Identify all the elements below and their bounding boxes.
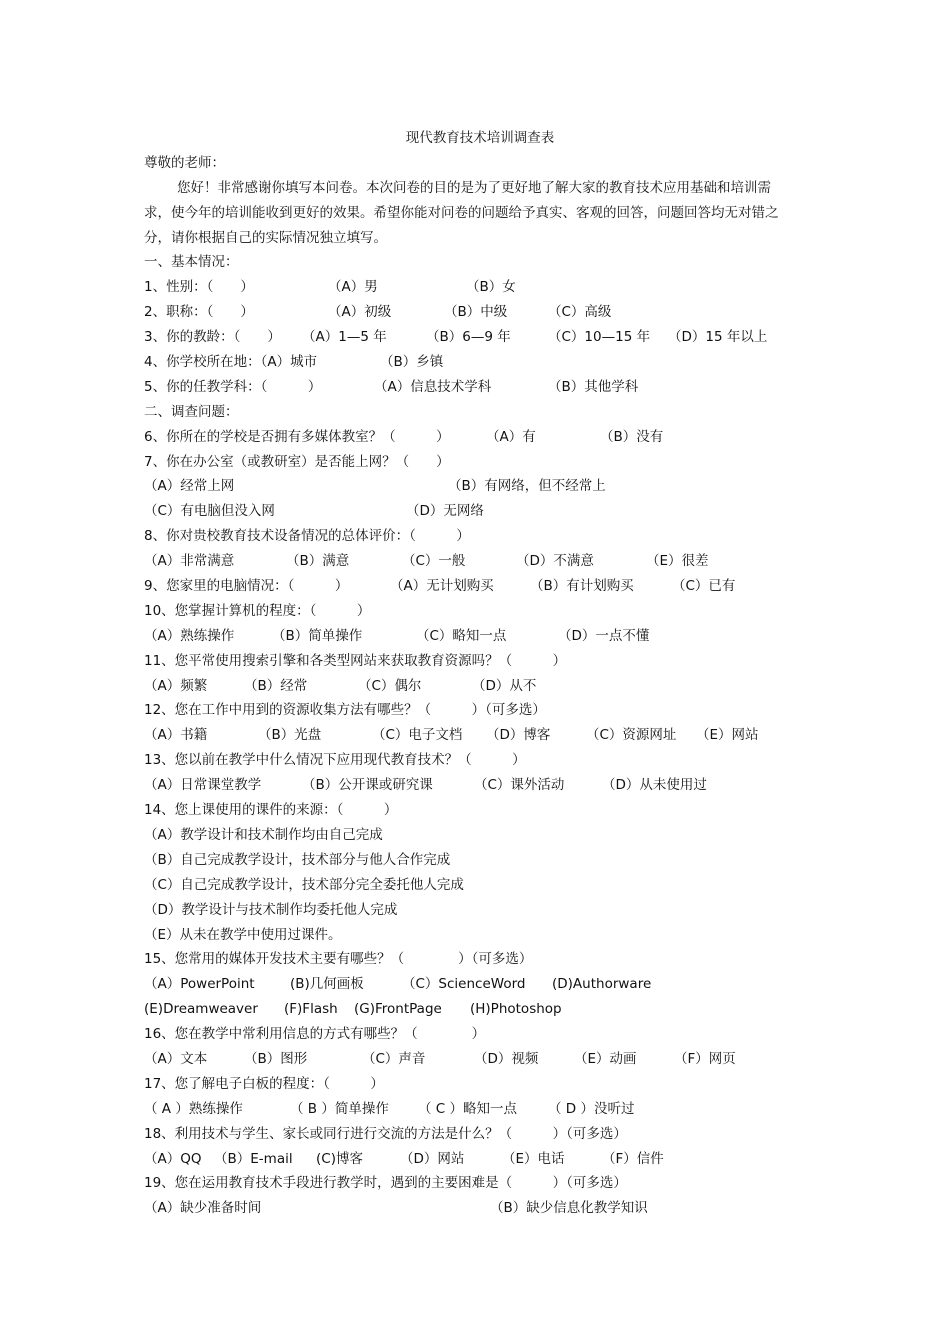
option-b: （B）缺少信息化教学知识 xyxy=(490,1200,648,1217)
option-a: （A）信息技术学科 xyxy=(374,378,492,395)
question-12-options xyxy=(144,723,816,748)
question-18: 18、利用技术与学生、家长或同行进行交流的方法是什么？（ ）（可多选） xyxy=(144,1125,627,1142)
question-4 xyxy=(144,350,816,375)
option-c: （C）略知一点 xyxy=(416,627,507,644)
option-a: （A）有 xyxy=(486,428,536,445)
question-14-option-e: （E）从未在教学中使用过课件。 xyxy=(144,926,342,943)
question-text: 6、你所在的学校是否拥有多媒体教室？（ ） xyxy=(144,428,450,445)
question-15-options-row-2 xyxy=(144,997,816,1022)
option-c: （C）电子文档 xyxy=(372,727,463,744)
option-b: （B）光盘 xyxy=(258,727,322,744)
question-text: 2、职称：（ ） xyxy=(144,304,254,321)
greeting: 尊敬的老师： xyxy=(144,154,225,171)
question-18-options xyxy=(144,1147,816,1172)
option-c: （C）高级 xyxy=(548,304,612,321)
option-d: （D）网站 xyxy=(400,1150,465,1167)
option-e: （C）资源网址 xyxy=(586,727,677,744)
option-c: （ C ）略知一点 xyxy=(418,1100,518,1117)
option-b: （B）公开课或研究课 xyxy=(302,777,433,794)
intro-line-3: 分，请你根据自己的实际情况独立填写。 xyxy=(144,229,387,246)
question-15: 15、您常用的媒体开发技术主要有哪些？（ ）（可多选） xyxy=(144,951,533,968)
option-a: （A）QQ xyxy=(144,1150,202,1167)
question-16: 16、您在教学中常利用信息的方式有哪些？（ ） xyxy=(144,1026,486,1043)
option-c: (C)博客 xyxy=(316,1150,363,1167)
option-a: （A）PowerPoint xyxy=(144,976,255,993)
section-heading-survey: 二、调查问题： xyxy=(144,403,239,420)
option-f: （F）信件 xyxy=(602,1150,664,1167)
question-19-options xyxy=(144,1196,816,1221)
question-12: 12、您在工作中用到的资源收集方法有哪些？（ ）（可多选） xyxy=(144,702,546,719)
question-16-options xyxy=(144,1047,816,1072)
option-c: （C）声音 xyxy=(362,1050,426,1067)
question-11: 11、您平常使用搜索引擎和各类型网站来获取教育资源吗？（ ） xyxy=(144,652,567,669)
option-b: （B）满意 xyxy=(286,553,350,570)
option-d: （D）15 年以上 xyxy=(668,329,768,346)
option-b: (B)几何画板 xyxy=(290,976,364,993)
question-14-option-b: （B）自己完成教学设计，技术部分与他人合作完成 xyxy=(144,851,451,868)
question-text: 9、您家里的电脑情况：（ ） xyxy=(144,578,349,595)
option-c: （C）已有 xyxy=(672,578,736,595)
option-f: （E）网站 xyxy=(696,727,759,744)
option-a: （A）非常满意 xyxy=(144,553,235,570)
option-b: （B）有网络，但不经常上 xyxy=(448,478,606,495)
question-7-options-row-1 xyxy=(144,474,816,499)
option-f: （F）网页 xyxy=(674,1050,736,1067)
question-13-options xyxy=(144,773,816,798)
option-a: （A）初级 xyxy=(328,304,392,321)
question-14-option-c: （C）自己完成教学设计，技术部分完全委托他人完成 xyxy=(144,876,464,893)
option-b: （B）6—9 年 xyxy=(426,329,511,346)
question-14-option-a: （A）教学设计和技术制作均由自己完成 xyxy=(144,826,383,843)
question-3 xyxy=(144,325,816,350)
option-d: （D）不满意 xyxy=(516,553,594,570)
option-e: （E）动画 xyxy=(574,1050,637,1067)
option-d: （ D ）没听过 xyxy=(548,1100,635,1117)
option-b: （ B ）简单操作 xyxy=(290,1100,389,1117)
option-d: (D)Authorware xyxy=(552,976,652,993)
option-d: （D）从未使用过 xyxy=(602,777,707,794)
option-e: （E）很差 xyxy=(646,553,709,570)
question-14: 14、您上课使用的课件的来源：（ ） xyxy=(144,802,398,819)
question-2 xyxy=(144,300,816,325)
option-c: （C）偶尔 xyxy=(358,677,422,694)
option-a: （A）经常上网 xyxy=(144,478,235,495)
option-c: （C）有电脑但没入网 xyxy=(144,503,275,520)
question-5 xyxy=(144,375,816,400)
option-b: （B）经常 xyxy=(244,677,308,694)
option-d: （D）一点不懂 xyxy=(558,627,650,644)
option-b: （B）有计划购买 xyxy=(530,578,634,595)
option-b: （B）其他学科 xyxy=(548,378,639,395)
option-c: （C）ScienceWord xyxy=(402,976,526,993)
intro-line-2: 求，使今年的培训能收到更好的效果。希望你能对问卷的问题给予真实、客观的回答，问题回答均无对错之 xyxy=(144,204,779,221)
option-d: （D）无网络 xyxy=(406,503,484,520)
option-c: （C）一般 xyxy=(402,553,466,570)
question-8-options xyxy=(144,549,816,574)
question-1 xyxy=(144,275,816,300)
option-f: (F)Flash xyxy=(284,1001,338,1018)
question-text: 4、你学校所在地：（A）城市 xyxy=(144,354,318,371)
option-a: （A）日常课堂教学 xyxy=(144,777,262,794)
question-17: 17、您了解电子白板的程度：（ ） xyxy=(144,1075,384,1092)
question-text: 3、你的教龄：（ ） xyxy=(144,329,281,346)
question-7: 7、你在办公室（或教研室）是否能上网？（ ） xyxy=(144,453,450,470)
option-a: （A）1—5 年 xyxy=(302,329,387,346)
question-text: 1、性别：（ ） xyxy=(144,279,254,296)
question-9 xyxy=(144,574,816,599)
option-a: （A）男 xyxy=(328,279,378,296)
question-19: 19、您在运用教育技术手段进行教学时，遇到的主要困难是（ ）（可多选） xyxy=(144,1175,627,1192)
option-a: （A）文本 xyxy=(144,1050,208,1067)
option-c: （C）课外活动 xyxy=(474,777,565,794)
question-17-options xyxy=(144,1097,816,1122)
document-title: 现代教育技术培训调查表 xyxy=(405,130,555,146)
option-d: （D）博客 xyxy=(486,727,551,744)
option-a: （A）熟练操作 xyxy=(144,627,235,644)
option-e: (E)Dreamweaver xyxy=(144,1001,258,1018)
option-b: （B）E-mail xyxy=(214,1150,293,1167)
question-10-options xyxy=(144,624,816,649)
intro-line-1: 您好！非常感谢你填写本问卷。本次问卷的目的是为了更好地了解大家的教育技术应用基础和培训需 xyxy=(177,179,771,196)
question-13: 13、您以前在教学中什么情况下应用现代教育技术？（ ） xyxy=(144,752,526,769)
option-d: （D）视频 xyxy=(474,1050,539,1067)
question-11-options xyxy=(144,674,816,699)
option-b: （B）乡镇 xyxy=(380,354,444,371)
option-b: （B）简单操作 xyxy=(272,627,363,644)
option-b: （B）图形 xyxy=(244,1050,308,1067)
survey-document xyxy=(144,126,816,1221)
option-b: （B）没有 xyxy=(600,428,664,445)
option-b: （B）女 xyxy=(466,279,516,296)
question-14-option-d: （D）教学设计与技术制作均委托他人完成 xyxy=(144,901,398,918)
option-d: （D）从不 xyxy=(472,677,537,694)
question-15-options-row-1 xyxy=(144,972,816,997)
question-text: 5、你的任教学科：（ ） xyxy=(144,378,322,395)
option-b: （B）中级 xyxy=(444,304,508,321)
section-heading-basic: 一、基本情况： xyxy=(144,254,239,271)
question-7-options-row-2 xyxy=(144,499,816,524)
option-e: （E）电话 xyxy=(502,1150,565,1167)
option-h: (H)Photoshop xyxy=(470,1001,562,1018)
option-a: （A）频繁 xyxy=(144,677,208,694)
option-g: (G)FrontPage xyxy=(354,1001,442,1018)
option-c: （C）10—15 年 xyxy=(548,329,651,346)
option-a: （A）无计划购买 xyxy=(390,578,494,595)
option-a: （ A ）熟练操作 xyxy=(144,1100,243,1117)
option-a: （A）书籍 xyxy=(144,727,208,744)
option-a: （A）缺少准备时间 xyxy=(144,1200,262,1217)
question-8: 8、你对贵校教育技术设备情况的总体评价：（ ） xyxy=(144,528,470,545)
question-6 xyxy=(144,425,816,450)
question-10: 10、您掌握计算机的程度：（ ） xyxy=(144,602,371,619)
